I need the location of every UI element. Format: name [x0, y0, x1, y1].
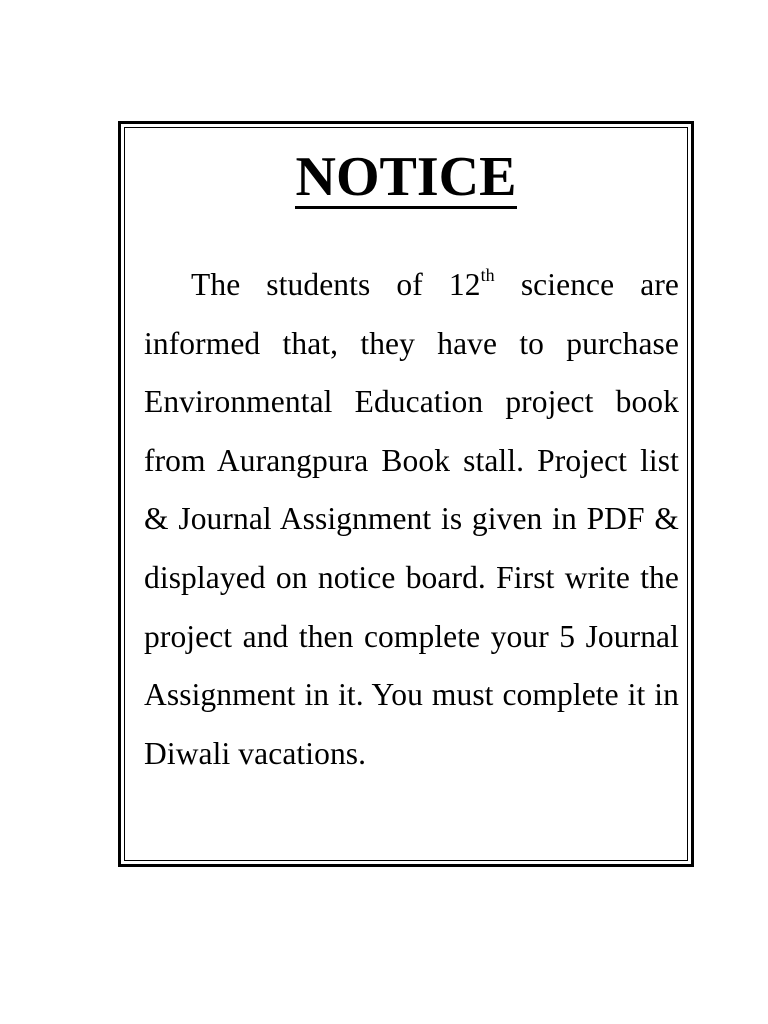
notice-title: [125, 145, 687, 209]
notice-body-start: The students of 12: [191, 267, 481, 302]
notice-body: [144, 256, 679, 783]
notice-border: [118, 121, 694, 867]
notice-body-superscript: th: [480, 265, 495, 285]
notice-inner-border: [124, 127, 688, 861]
notice-title-text: NOTICE: [295, 146, 517, 208]
notice-body-rest: science are informed that, they have to purchase Environmental Education project book from Aurangpura Book stall. Project list & Journal Assignment is given in PDF & displayed on notice board. First write the project and then complete your 5 Journal Assignment in it. You must complete it in Diwali vacations.: [144, 267, 679, 771]
